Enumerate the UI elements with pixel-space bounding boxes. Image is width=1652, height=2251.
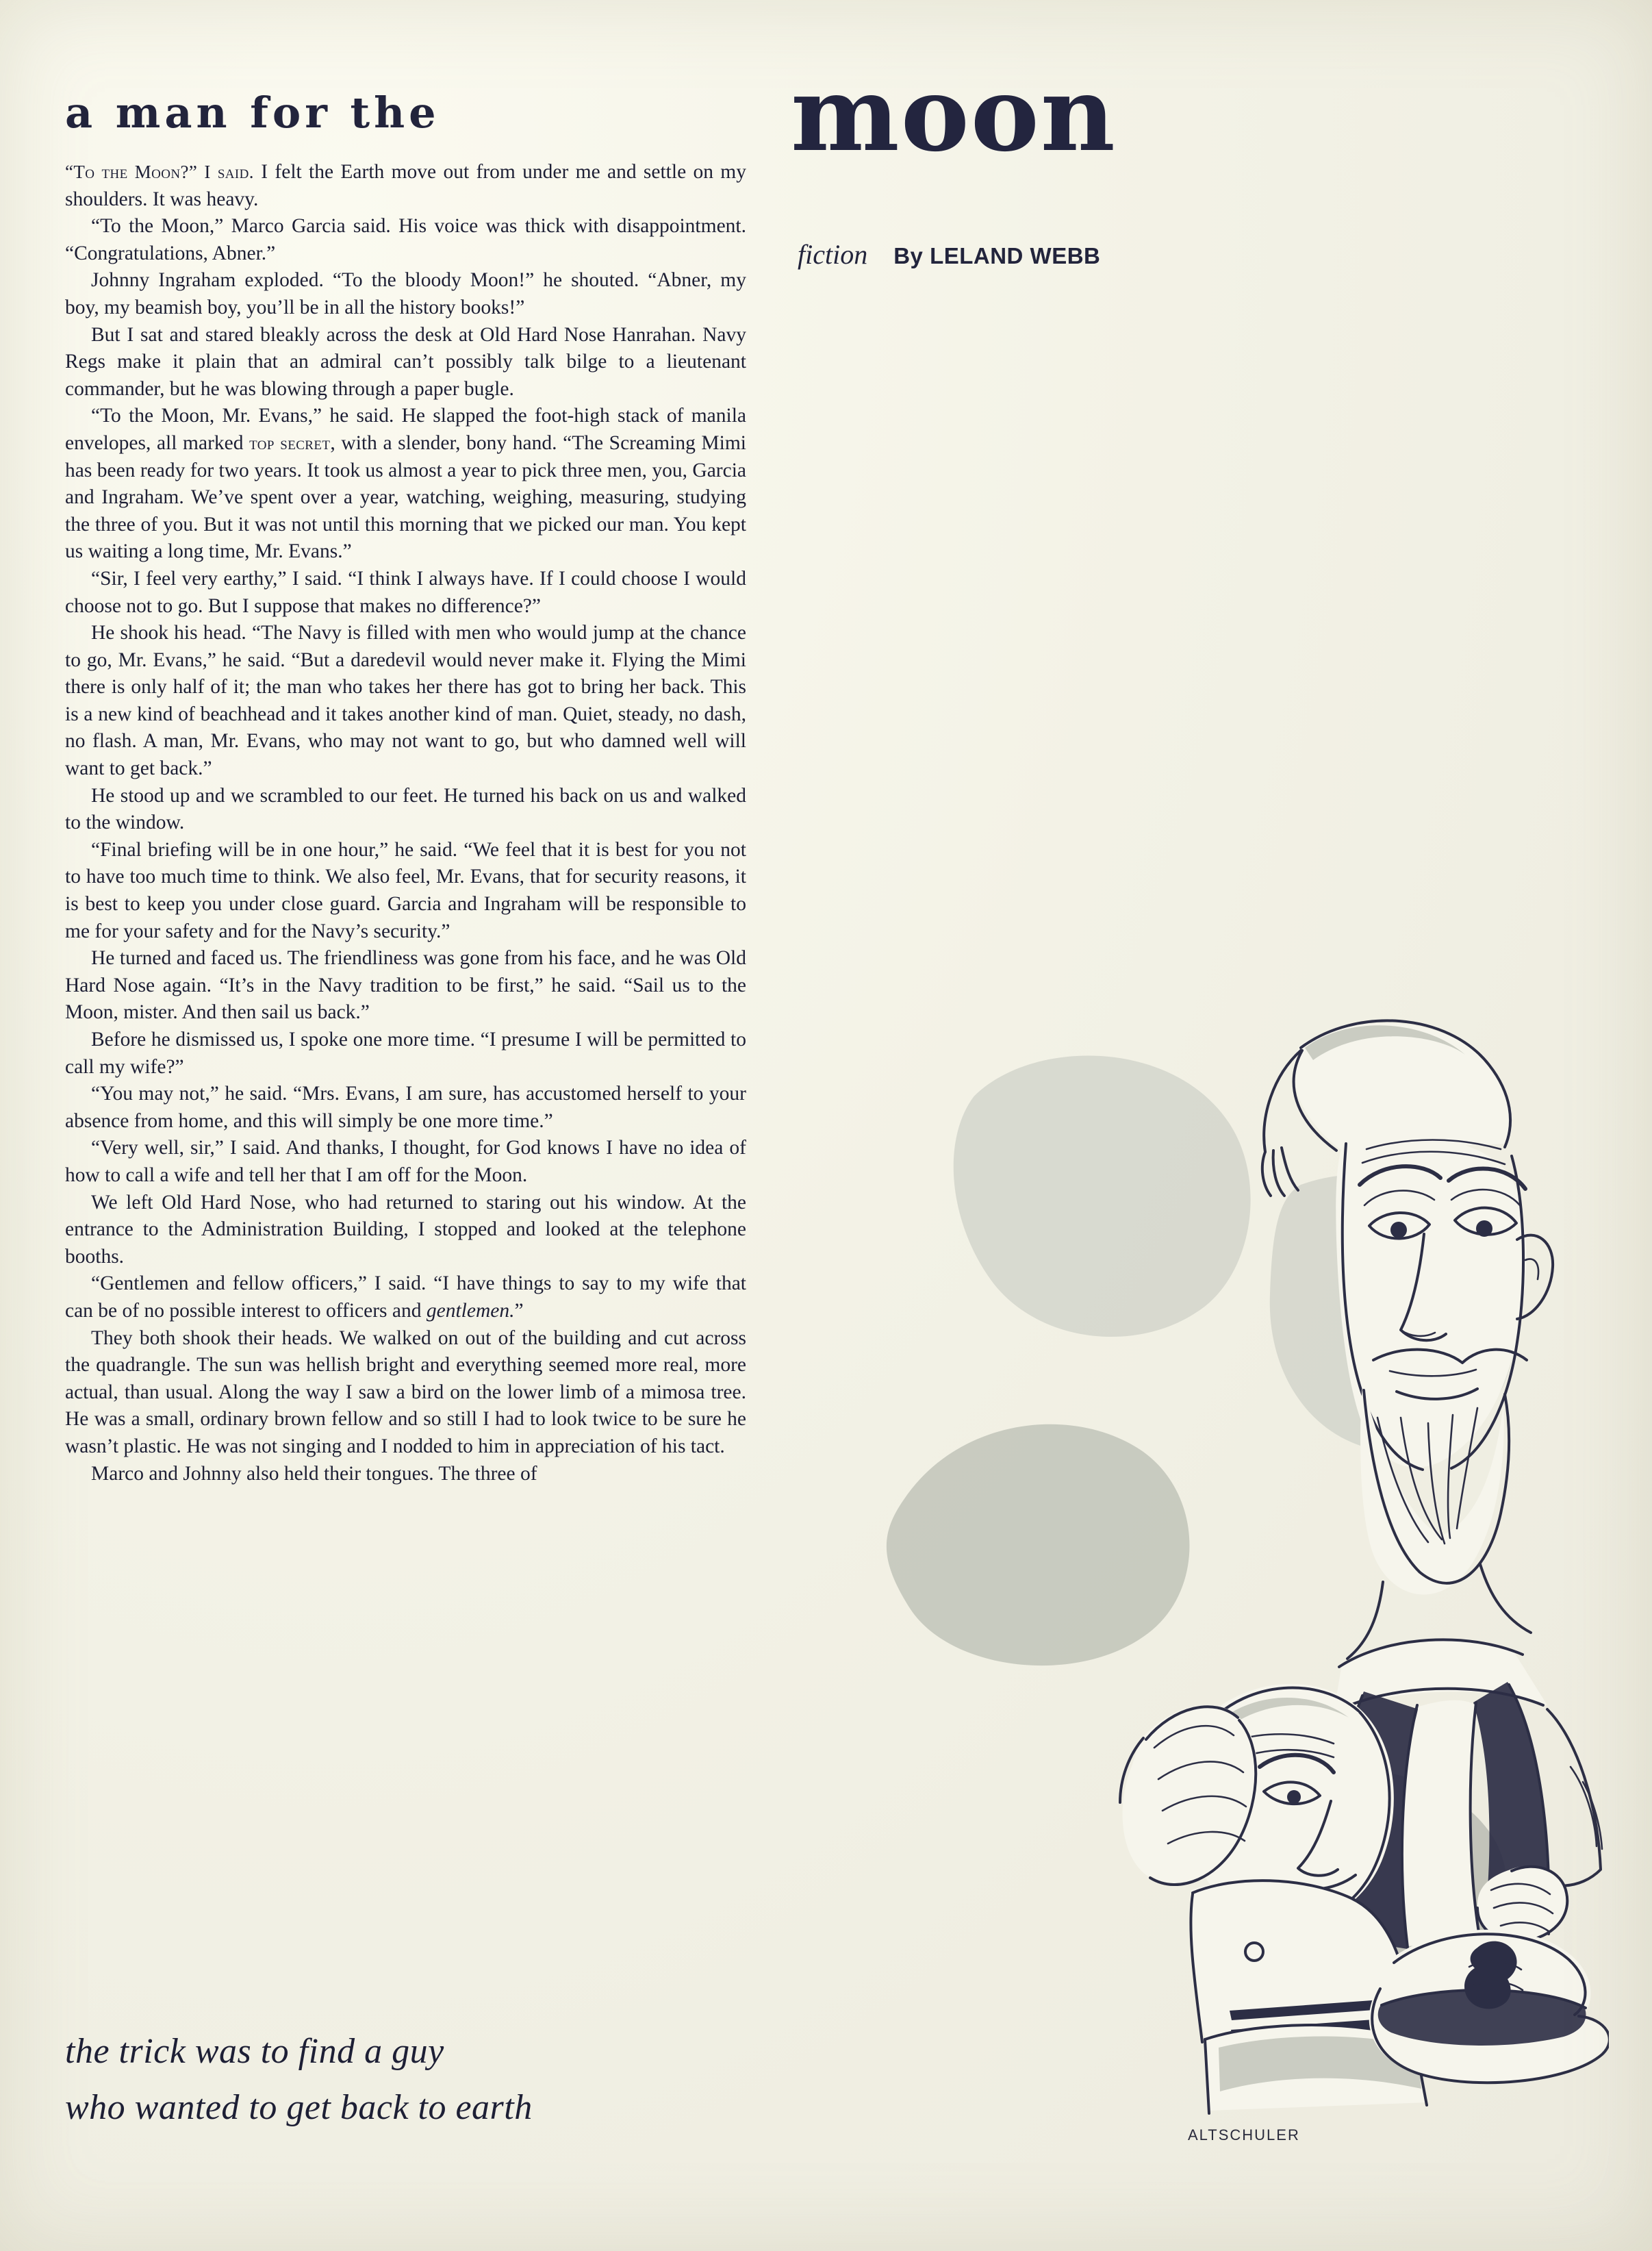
byline-kicker: fiction	[798, 239, 868, 270]
story-paragraph: But I sat and stared bleakly across the desk at Old Hard Nose Hanrahan. Navy Regs make it plain that an admiral can’t possibly talk bilge to a lieutenant commander, but he was blowing through a paper bugle.	[65, 323, 746, 400]
headline-right: moon	[791, 54, 1117, 175]
story-paragraph: He stood up and we scrambled to our feet. He turned his back on us and walked to the window.	[65, 784, 746, 834]
pull-quote-line-1: the trick was to find a guy	[65, 2032, 444, 2071]
pull-quote	[65, 2024, 757, 2136]
story-paragraph: “Gentlemen and fellow officers,” I said. “I have things to say to my wife that can be of no possible interest to officers and gentlemen.”	[65, 1272, 746, 1322]
story-paragraph: “To the Moon, Mr. Evans,” he said. He slapped the foot-high stack of manila envelopes, all marked top secret, with a slender, bony hand. “The Screaming Mimi has been ready for two years. It took us almost a year to pick three men, you, Garcia and Ingraham. We’ve spent over a year, watching, weighing, measuring, studying the three of you. But it was not until this morning that we picked our man. You kept us waiting a long time, Mr. Evans.”	[65, 405, 747, 563]
byline-author: By LELAND WEBB	[893, 243, 1101, 268]
story-paragraph: “You may not,” he said. “Mrs. Evans, I am sure, has accustomed herself to your absence from home, and this will simply be one more time.”	[65, 1083, 746, 1132]
story-paragraph: He turned and faced us. The friendliness was gone from his face, and he was Old Hard Nose again. “It’s in the Navy tradition to be first,” he said. “Sail us to the Moon, mister. And then sail us back.”	[65, 947, 746, 1024]
byline	[798, 238, 1100, 271]
story-paragraph: “Sir, I feel very earthy,” I said. “I think I always have. If I could choose I would choose not to go. But I suppose that makes no difference?”	[65, 567, 746, 617]
story-paragraph: Johnny Ingraham exploded. “To the bloody Moon!” he shouted. “Abner, my boy, my beamish boy, you’ll be in all the history books!”	[65, 269, 746, 318]
artist-credit: ALTSCHULER	[1188, 2126, 1300, 2143]
story-column	[65, 159, 746, 1487]
headline-left: a man for the	[65, 88, 440, 138]
story-paragraph: “To the Moon?” I said. I felt the Earth move out from under me and settle on my shoulders. It was heavy.	[65, 161, 746, 210]
story-paragraph: They both shook their heads. We walked on out of the building and cut across the quadrangle. The sun was hellish bright and everything seemed more real, more actual, than usual. Along the way I saw a bird on the lower limb of a mimosa tree. He was a small, ordinary brown fellow and so still I had to look twice to be sure he wasn’t plastic. He was not singing and I nodded to him in appreciation of his tact.	[65, 1326, 746, 1457]
pull-quote-line-2: who wanted to get back to earth	[65, 2088, 533, 2127]
story-paragraph: Marco and Johnny also held their tongues. The three of	[91, 1462, 537, 1485]
story-paragraph: Before he dismissed us, I spoke one more time. “I presume I will be permitted to call my wife?”	[65, 1029, 746, 1078]
story-paragraph: “Very well, sir,” I said. And thanks, I thought, for God knows I have no idea of how to call a wife and tell her that I am off for the Moon.	[65, 1137, 746, 1186]
story-illustration	[822, 979, 1609, 2130]
story-paragraph: “To the Moon,” Marco Garcia said. His voice was thick with disappointment. “Congratulations, Abner.”	[65, 215, 746, 264]
story-paragraph: “Final briefing will be in one hour,” he said. “We feel that it is best for you not to have too much time to think. We also feel, Mr. Evans, that for security reasons, it is best to keep you under close guard. Garcia and Ingraham will be responsible to me for your safety and for the Navy’s security.”	[65, 838, 746, 942]
story-paragraph: We left Old Hard Nose, who had returned to staring out his window. At the entrance to the Administration Building, I stopped and looked at the telephone booths.	[65, 1191, 746, 1268]
story-paragraph: He shook his head. “The Navy is filled with men who would jump at the chance to go, Mr. Evans,” he said. “But a daredevil would never make it. Flying the Mimi there is only half of it; the man who takes her there has got to bring her back. This is a new kind of beachhead and it takes another kind of man. Quiet, steady, no dash, no flash. A man, Mr. Evans, who may not want to go, but who damned well will want to get back.”	[65, 622, 746, 780]
